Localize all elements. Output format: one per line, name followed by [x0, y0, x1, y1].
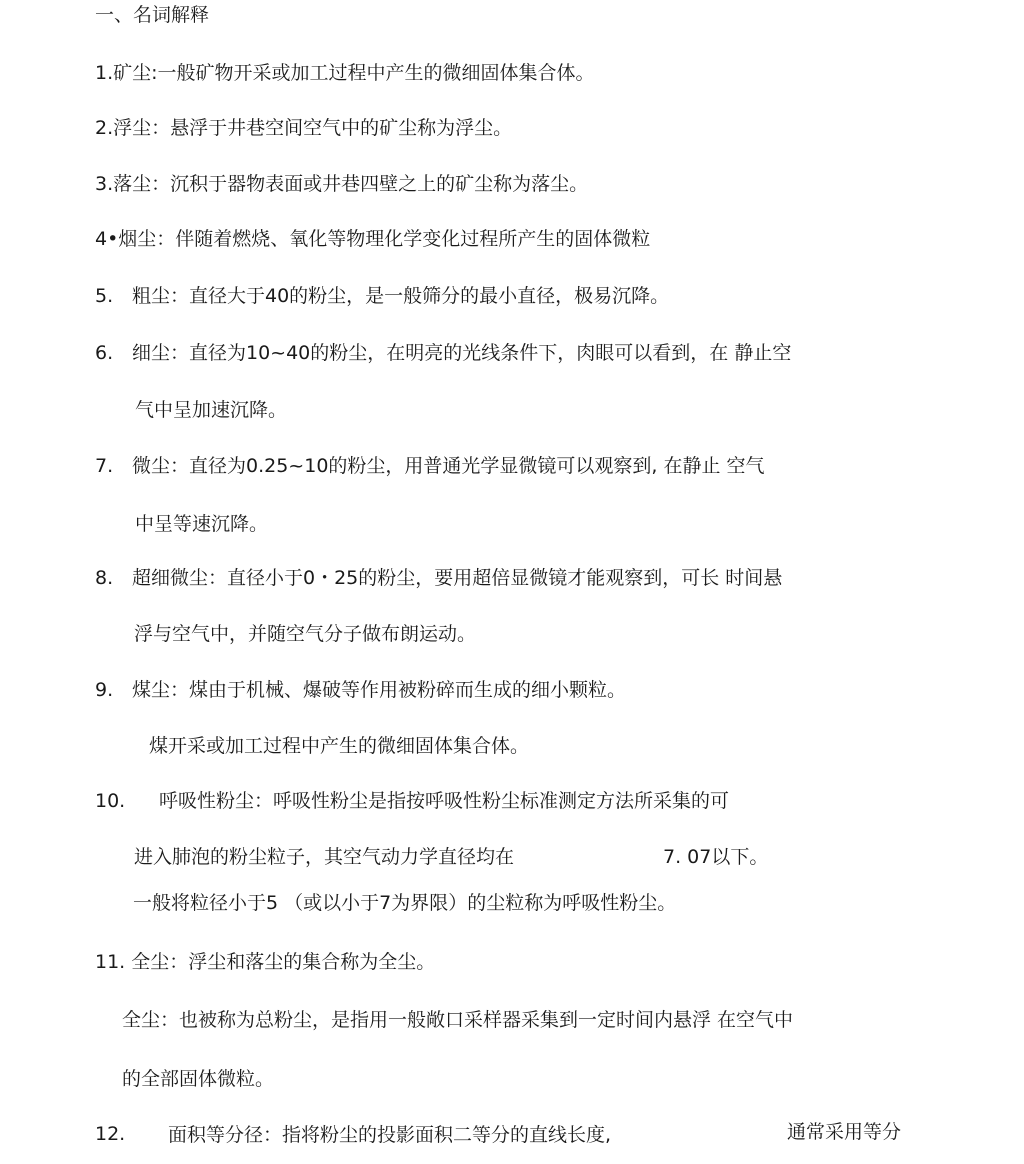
item-12-text: 面积等分径：指将粉尘的投影面积二等分的直线长度,	[168, 1124, 612, 1146]
item-12-number: 12.	[95, 1123, 126, 1145]
item-9-continuation: 煤开采或加工过程中产生的微细固体集合体。	[149, 735, 530, 757]
item-4: 4•烟尘：伴随着燃烧、氧化等物理化学变化过程所产生的固体微粒	[95, 228, 651, 250]
item-11-continuation-b: 的全部固体微粒。	[122, 1068, 275, 1090]
item-7-continuation: 中呈等速沉降。	[135, 513, 269, 535]
item-1: 1.矿尘:一般矿物开采或加工过程中产生的微细固体集合体。	[95, 62, 595, 84]
item-11-text: 11. 全尘：浮尘和落尘的集合称为全尘。	[95, 951, 436, 973]
item-10-continuation-a: 进入肺泡的粉尘粒子，其空气动力学直径均在	[134, 846, 515, 868]
item-3: 3.落尘：沉积于器物表面或井巷四壁之上的矿尘称为落尘。	[95, 173, 589, 195]
page-title: 一、名词解释	[95, 4, 210, 26]
item-10-text: 呼吸性粉尘：呼吸性粉尘是指按呼吸性粉尘标准测定方法所采集的可	[159, 790, 730, 812]
item-5-text: 粗尘：直径大于40的粉尘，是一般筛分的最小直径，极易沉降。	[132, 285, 670, 307]
item-6-text: 细尘：直径为10~40的粉尘，在明亮的光线条件下，肉眼可以看到，在 静止空	[132, 342, 792, 364]
item-12-continuation: 通常采用等分	[787, 1121, 902, 1143]
item-5-number: 5.	[95, 285, 114, 307]
item-10-number: 10.	[95, 790, 126, 812]
item-8-text: 超细微尘：直径小于0・25的粉尘，要用超倍显微镜才能观察到，可长 时间悬	[132, 567, 783, 589]
item-9-text: 煤尘：煤由于机械、爆破等作用被粉碎而生成的细小颗粒。	[132, 679, 627, 701]
item-6-continuation: 气中呈加速沉降。	[135, 399, 288, 421]
item-8-number: 8.	[95, 567, 114, 589]
item-6-number: 6.	[95, 342, 114, 364]
item-2: 2.浮尘：悬浮于井巷空间空气中的矿尘称为浮尘。	[95, 117, 513, 139]
item-10-continuation-b: 一般将粒径小于5 （或以小于7为界限）的尘粒称为呼吸性粉尘。	[133, 892, 677, 914]
item-7-number: 7.	[95, 455, 114, 477]
item-8-continuation: 浮与空气中，并随空气分子做布朗运动。	[134, 623, 477, 645]
item-10-continuation-value: 7. 07以下。	[663, 846, 769, 868]
item-9-number: 9.	[95, 679, 114, 701]
item-11-continuation-a: 全尘：也被称为总粉尘，是指用一般敞口采样器采集到一定时间内悬浮 在空气中	[122, 1009, 794, 1031]
item-7-text: 微尘：直径为0.25~10的粉尘，用普通光学显微镜可以观察到, 在静止 空气	[132, 455, 765, 477]
